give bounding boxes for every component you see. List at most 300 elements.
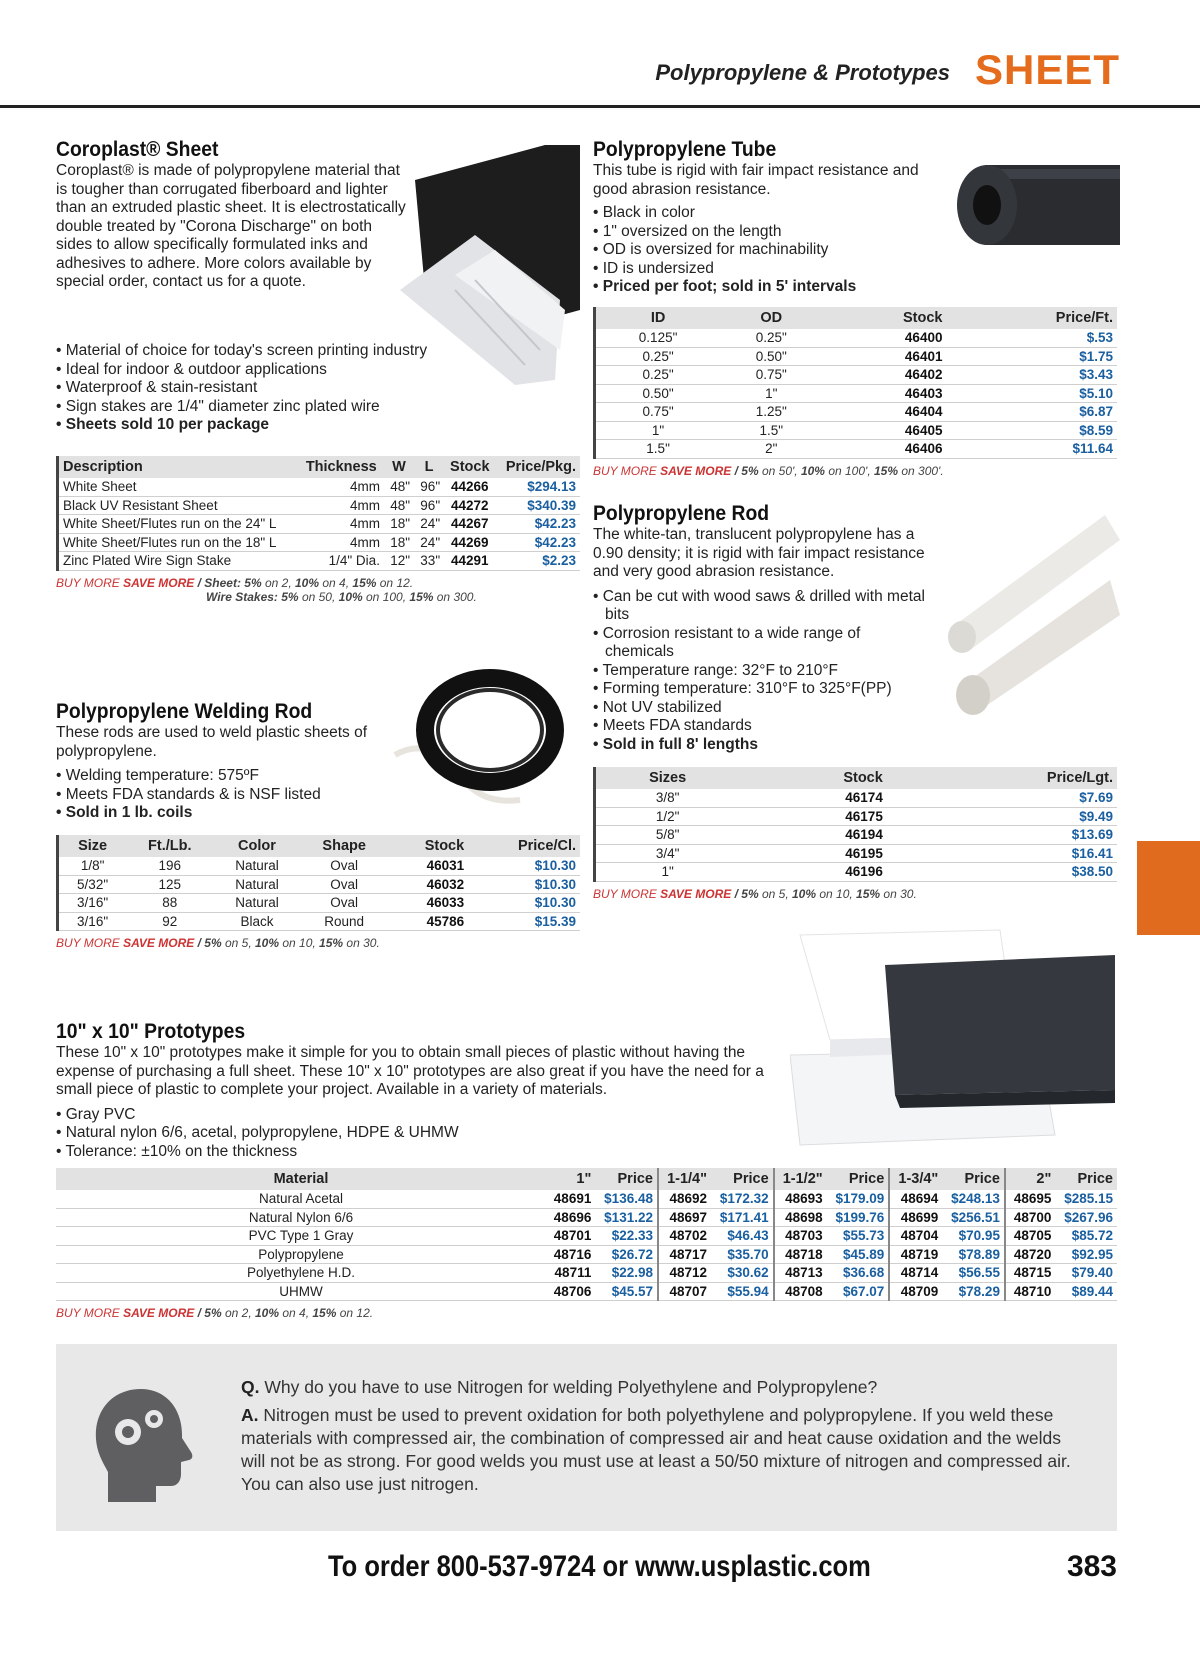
column-header: 1-3/4" bbox=[889, 1168, 942, 1190]
list-item: • Temperature range: 32°F to 210°F bbox=[593, 662, 928, 681]
table-row bbox=[56, 1190, 1117, 1208]
discount-label-bold: SAVE MORE bbox=[660, 886, 732, 901]
table-header bbox=[595, 767, 1118, 789]
table-cell: Natural Acetal bbox=[56, 1190, 546, 1208]
table-cell: $79.40 bbox=[1055, 1264, 1117, 1283]
column-header: L bbox=[414, 456, 444, 478]
table-cell: 12" bbox=[384, 552, 414, 571]
table-header bbox=[595, 307, 1118, 329]
discount-tier: / 5% bbox=[734, 463, 759, 478]
table-cell: 48716 bbox=[546, 1245, 595, 1264]
table-cell: 48712 bbox=[658, 1264, 711, 1283]
prototypes-description: These 10" x 10" prototypes make it simple for you to obtain small pieces of plastic without having the expense of purchasing a full sheet. These 10" x 10" prototypes are also great if you have the need for a small piece of plastic to complete your project. Available in a variety of materials. bbox=[56, 1044, 764, 1098]
discount-text: on 10, bbox=[816, 886, 857, 901]
table-row bbox=[56, 1264, 1117, 1283]
column-header: 2" bbox=[1005, 1168, 1055, 1190]
table-row bbox=[595, 366, 1118, 385]
tube-title: Polypropylene Tube bbox=[593, 138, 777, 161]
table-cell: 1.5" bbox=[595, 440, 721, 459]
table-cell: 46194 bbox=[739, 826, 887, 845]
table-cell: 44266 bbox=[444, 478, 495, 496]
table-cell: Round bbox=[301, 912, 388, 931]
table-row bbox=[595, 789, 1118, 807]
discount-text: on 4, bbox=[279, 1306, 313, 1320]
column-header: 1-1/2" bbox=[774, 1168, 827, 1190]
tube-discount bbox=[593, 464, 1117, 478]
welding-bullets bbox=[56, 767, 386, 823]
table-cell: 1.25" bbox=[720, 403, 822, 422]
table-cell: 48717 bbox=[658, 1245, 711, 1264]
table-cell: 5/32" bbox=[58, 875, 127, 894]
table-row bbox=[595, 826, 1118, 845]
table-cell: 44272 bbox=[444, 496, 495, 515]
tube-table-wrap bbox=[593, 307, 1117, 478]
table-cell: 46402 bbox=[822, 366, 946, 385]
table-cell: 1" bbox=[595, 863, 740, 882]
table-cell: 4mm bbox=[299, 515, 384, 534]
column-header: Size bbox=[58, 835, 127, 857]
table-cell: UHMW bbox=[56, 1282, 546, 1301]
welding-section bbox=[56, 700, 386, 823]
table-cell: 48" bbox=[384, 478, 414, 496]
question-label: Q. bbox=[241, 1377, 260, 1397]
table-cell: Natural bbox=[213, 894, 300, 913]
head-gears-icon bbox=[86, 1384, 196, 1504]
page-number: 383 bbox=[1066, 1550, 1117, 1583]
discount-text: on 30. bbox=[880, 886, 917, 901]
table-cell: $26.72 bbox=[595, 1245, 658, 1264]
table-cell: 48694 bbox=[889, 1190, 942, 1208]
list-item: • Meets FDA standards bbox=[593, 717, 928, 736]
column-header: 1-1/4" bbox=[658, 1168, 711, 1190]
column-header: Price/Lgt. bbox=[887, 767, 1117, 789]
table-cell: 48696 bbox=[546, 1208, 595, 1227]
table-row bbox=[595, 384, 1118, 403]
table-row bbox=[595, 403, 1118, 422]
discount-text: on 4, bbox=[319, 575, 353, 590]
table-cell: $56.55 bbox=[942, 1264, 1005, 1283]
table-cell: $45.57 bbox=[595, 1282, 658, 1301]
table-cell: 44291 bbox=[444, 552, 495, 571]
column-header: Thickness bbox=[299, 456, 384, 478]
table-cell: Natural Nylon 6/6 bbox=[56, 1208, 546, 1227]
table-cell: 96" bbox=[414, 478, 444, 496]
discount-text: on 50', bbox=[758, 463, 801, 478]
column-header: 1" bbox=[546, 1168, 595, 1190]
table-cell: $85.72 bbox=[1055, 1227, 1117, 1246]
table-cell: 92 bbox=[126, 912, 213, 931]
column-header: Price bbox=[595, 1168, 658, 1190]
discount-label: BUY MORE bbox=[56, 1306, 120, 1320]
table-cell: 0.75" bbox=[720, 366, 822, 385]
table-row bbox=[56, 1208, 1117, 1227]
table-cell: 48" bbox=[384, 496, 414, 515]
discount-label: BUY MORE bbox=[56, 575, 120, 590]
table-cell: White Sheet/Flutes run on the 24" L bbox=[58, 515, 299, 534]
table-cell: $248.13 bbox=[942, 1190, 1005, 1208]
column-header: Stock bbox=[822, 307, 946, 329]
table-cell: 0.25" bbox=[720, 329, 822, 347]
discount-text: on 300'. bbox=[898, 463, 944, 478]
table-cell: $55.94 bbox=[711, 1282, 774, 1301]
table-cell: 48715 bbox=[1005, 1264, 1055, 1283]
discount-label-bold: SAVE MORE bbox=[123, 1306, 195, 1320]
column-header: ID bbox=[595, 307, 721, 329]
list-item: • Black in color bbox=[593, 204, 948, 223]
faq-box bbox=[56, 1344, 1117, 1531]
side-tab bbox=[1137, 841, 1200, 935]
discount-label: BUY MORE bbox=[593, 886, 657, 901]
list-item: • 1" oversized on the length bbox=[593, 223, 948, 242]
welding-title: Polypropylene Welding Rod bbox=[56, 700, 313, 723]
table-cell: $55.73 bbox=[827, 1227, 890, 1246]
table-cell: $6.87 bbox=[946, 403, 1117, 422]
table-cell: $10.30 bbox=[468, 894, 580, 913]
column-header: Price bbox=[827, 1168, 890, 1190]
table-cell: 48710 bbox=[1005, 1282, 1055, 1301]
table-cell: $267.96 bbox=[1055, 1208, 1117, 1227]
discount-tier: 15% bbox=[352, 575, 377, 590]
welding-coil-image bbox=[390, 665, 565, 815]
table-cell: $78.29 bbox=[942, 1282, 1005, 1301]
table-cell: 1" bbox=[595, 421, 721, 440]
column-header: Price bbox=[1055, 1168, 1117, 1190]
table-cell: 48720 bbox=[1005, 1245, 1055, 1264]
table-cell: $30.62 bbox=[711, 1264, 774, 1283]
discount-label-bold: SAVE MORE bbox=[123, 575, 195, 590]
discount-tier: Wire Stakes: 5% bbox=[206, 589, 299, 604]
table-cell: 45786 bbox=[388, 912, 468, 931]
table-cell: 48695 bbox=[1005, 1190, 1055, 1208]
tube-section bbox=[593, 138, 948, 297]
table-cell: $2.23 bbox=[495, 552, 580, 571]
table-row bbox=[595, 807, 1118, 826]
table-cell: $10.30 bbox=[468, 857, 580, 875]
list-item: • Sheets sold 10 per package bbox=[56, 416, 576, 435]
prototypes-section bbox=[56, 1020, 771, 1161]
table-cell: 0.75" bbox=[595, 403, 721, 422]
header-divider bbox=[0, 105, 1200, 108]
table-cell: 48693 bbox=[774, 1190, 827, 1208]
table-cell: $171.41 bbox=[711, 1208, 774, 1227]
discount-tier: 15% bbox=[873, 463, 899, 478]
table-cell: $131.22 bbox=[595, 1208, 658, 1227]
discount-text: on 2, bbox=[221, 1306, 255, 1320]
table-cell: $42.23 bbox=[495, 533, 580, 552]
table-cell: 0.50" bbox=[595, 384, 721, 403]
table-cell: $89.44 bbox=[1055, 1282, 1117, 1301]
list-item: • Tolerance: ±10% on the thickness bbox=[56, 1143, 771, 1162]
table-cell: $9.49 bbox=[887, 807, 1117, 826]
table-cell: 48706 bbox=[546, 1282, 595, 1301]
list-item: • Not UV stabilized bbox=[593, 699, 928, 718]
table-cell: 48691 bbox=[546, 1190, 595, 1208]
table-cell: 48700 bbox=[1005, 1208, 1055, 1227]
table-cell: 4mm bbox=[299, 533, 384, 552]
table-cell: 3/8" bbox=[595, 789, 740, 807]
list-item: • Sold in full 8' lengths bbox=[593, 736, 928, 755]
discount-label-bold: SAVE MORE bbox=[660, 463, 732, 478]
table-header bbox=[58, 456, 581, 478]
table-header bbox=[56, 1168, 1117, 1190]
table-cell: 46405 bbox=[822, 421, 946, 440]
table-cell: $22.33 bbox=[595, 1227, 658, 1246]
welding-discount bbox=[56, 936, 580, 950]
tube-table bbox=[593, 307, 1117, 459]
table-row bbox=[595, 329, 1118, 347]
table-cell: 46403 bbox=[822, 384, 946, 403]
discount-tier: 10% bbox=[254, 936, 280, 950]
table-cell: 33" bbox=[414, 552, 444, 571]
table-cell: $11.64 bbox=[946, 440, 1117, 459]
prototypes-image bbox=[790, 925, 1120, 1150]
discount-text: on 30. bbox=[343, 936, 380, 950]
table-cell: 0.25" bbox=[595, 366, 721, 385]
table-cell: 46175 bbox=[739, 807, 887, 826]
column-header: Ft./Lb. bbox=[126, 835, 213, 857]
table-cell: $179.09 bbox=[827, 1190, 890, 1208]
list-item: • Can be cut with wood saws & drilled with metal bits bbox=[593, 588, 928, 625]
discount-text: on 5, bbox=[221, 936, 255, 950]
table-row bbox=[58, 478, 581, 496]
column-header: Price/Ft. bbox=[946, 307, 1117, 329]
table-cell: 48707 bbox=[658, 1282, 711, 1301]
column-header: Stock bbox=[444, 456, 495, 478]
table-cell: Polyethylene H.D. bbox=[56, 1264, 546, 1283]
table-cell: 18" bbox=[384, 533, 414, 552]
table-cell: Black bbox=[213, 912, 300, 931]
table-row bbox=[595, 844, 1118, 863]
table-cell: 48709 bbox=[889, 1282, 942, 1301]
column-header: Color bbox=[213, 835, 300, 857]
table-cell: 44267 bbox=[444, 515, 495, 534]
table-cell: Polypropylene bbox=[56, 1245, 546, 1264]
discount-tier: 15% bbox=[312, 1306, 337, 1320]
coroplast-description: Coroplast® is made of polypropylene material that is tougher than corrugated fiberboard and lighter than an extruded plastic sheet. It is electrostatically double treated by "Corona Discharge" on both sides to allow specifically formulated inks and adhesives to adhere. More colors available by special order, contact us for a quote. bbox=[56, 162, 406, 290]
table-cell: 24" bbox=[414, 515, 444, 534]
coroplast-discount-stakes bbox=[56, 590, 580, 604]
discount-tier: 15% bbox=[409, 589, 434, 604]
list-item: • Ideal for indoor & outdoor applications bbox=[56, 361, 576, 380]
table-cell: Oval bbox=[301, 857, 388, 875]
table-cell: Oval bbox=[301, 875, 388, 894]
discount-text: on 2, bbox=[261, 575, 295, 590]
table-cell: $92.95 bbox=[1055, 1245, 1117, 1264]
table-row bbox=[595, 440, 1118, 459]
welding-table-wrap bbox=[56, 835, 580, 950]
table-cell: Black UV Resistant Sheet bbox=[58, 496, 299, 515]
column-header: Sizes bbox=[595, 767, 740, 789]
table-cell: $199.76 bbox=[827, 1208, 890, 1227]
discount-tier: / 5% bbox=[197, 936, 222, 950]
discount-tier: / 5% bbox=[734, 886, 759, 901]
column-header: Shape bbox=[301, 835, 388, 857]
table-cell: $5.10 bbox=[946, 384, 1117, 403]
table-row bbox=[595, 863, 1118, 882]
column-header: OD bbox=[720, 307, 822, 329]
table-cell: 46401 bbox=[822, 347, 946, 366]
welding-table bbox=[56, 835, 580, 931]
discount-text: on 50, bbox=[298, 589, 339, 604]
rod-discount bbox=[593, 887, 1117, 901]
discount-text: on 10, bbox=[279, 936, 320, 950]
column-header: Price bbox=[711, 1168, 774, 1190]
table-cell: $42.23 bbox=[495, 515, 580, 534]
section-title: Polypropylene & Prototypes bbox=[655, 60, 950, 85]
table-cell: $38.50 bbox=[887, 863, 1117, 882]
table-cell: 46032 bbox=[388, 875, 468, 894]
table-cell: 4mm bbox=[299, 478, 384, 496]
column-header: Price/Pkg. bbox=[495, 456, 580, 478]
table-cell: 1/8" bbox=[58, 857, 127, 875]
table-cell: 46406 bbox=[822, 440, 946, 459]
discount-text: on 100', bbox=[824, 463, 874, 478]
table-cell: 0.50" bbox=[720, 347, 822, 366]
discount-tier: 15% bbox=[319, 936, 344, 950]
coroplast-title: Coroplast® Sheet bbox=[56, 138, 219, 161]
discount-label: BUY MORE bbox=[593, 463, 657, 478]
table-cell: $22.98 bbox=[595, 1264, 658, 1283]
table-header bbox=[58, 835, 581, 857]
table-cell: 46195 bbox=[739, 844, 887, 863]
table-cell: $46.43 bbox=[711, 1227, 774, 1246]
column-header: Price bbox=[942, 1168, 1005, 1190]
table-cell: $340.39 bbox=[495, 496, 580, 515]
table-cell: 48708 bbox=[774, 1282, 827, 1301]
table-cell: 48698 bbox=[774, 1208, 827, 1227]
discount-tier: 10% bbox=[338, 589, 363, 604]
table-cell: 196 bbox=[126, 857, 213, 875]
rod-section bbox=[593, 502, 928, 754]
list-item: • Forming temperature: 310°F to 325°F(PP) bbox=[593, 680, 928, 699]
discount-text: on 12. bbox=[376, 575, 414, 590]
table-cell: 48701 bbox=[546, 1227, 595, 1246]
table-cell: $172.32 bbox=[711, 1190, 774, 1208]
table-cell: $3.43 bbox=[946, 366, 1117, 385]
rod-table bbox=[593, 767, 1117, 882]
table-cell: 48713 bbox=[774, 1264, 827, 1283]
answer-text: Nitrogen must be used to prevent oxidation for both polyethylene and polypropylene. If you weld these materials with compressed air, the combination of compressed air and heat cause oxidation and the welds will not be as strong. For good welds you must use at least a 50/50 mixture of nitrogen and compressed air. You can also use just nitrogen. bbox=[241, 1405, 1071, 1494]
rod-title: Polypropylene Rod bbox=[593, 502, 770, 525]
table-cell: $67.07 bbox=[827, 1282, 890, 1301]
table-row bbox=[58, 552, 581, 571]
table-cell: $1.75 bbox=[946, 347, 1117, 366]
table-row bbox=[58, 912, 581, 931]
list-item: • Sign stakes are 1/4" diameter zinc plated wire bbox=[56, 398, 576, 417]
list-item: • OD is oversized for machinability bbox=[593, 241, 948, 260]
table-cell: White Sheet bbox=[58, 478, 299, 496]
column-header: Description bbox=[58, 456, 299, 478]
list-item: • Material of choice for today's screen printing industry bbox=[56, 342, 576, 361]
table-cell: $13.69 bbox=[887, 826, 1117, 845]
table-cell: 48704 bbox=[889, 1227, 942, 1246]
discount-tier: / Sheet: 5% bbox=[197, 575, 262, 590]
tube-image bbox=[955, 155, 1120, 255]
list-item: • Corrosion resistant to a wide range of chemicals bbox=[593, 625, 928, 662]
column-header: Stock bbox=[388, 835, 468, 857]
table-row bbox=[595, 347, 1118, 366]
table-cell: 46174 bbox=[739, 789, 887, 807]
discount-label: BUY MORE bbox=[56, 936, 120, 950]
list-item: • Meets FDA standards & is NSF listed bbox=[56, 786, 386, 805]
table-cell: 88 bbox=[126, 894, 213, 913]
table-cell: 48719 bbox=[889, 1245, 942, 1264]
table-row bbox=[58, 515, 581, 534]
table-cell: 125 bbox=[126, 875, 213, 894]
prototypes-table bbox=[56, 1168, 1117, 1301]
coroplast-table bbox=[56, 456, 580, 571]
table-cell: 48703 bbox=[774, 1227, 827, 1246]
answer-label: A. bbox=[241, 1405, 259, 1425]
table-cell: $35.70 bbox=[711, 1245, 774, 1264]
discount-label-bold: SAVE MORE bbox=[123, 936, 195, 950]
table-cell: 5/8" bbox=[595, 826, 740, 845]
discount-tier: 10% bbox=[254, 1306, 280, 1320]
list-item: • Priced per foot; sold in 5' intervals bbox=[593, 278, 948, 297]
table-cell: Zinc Plated Wire Sign Stake bbox=[58, 552, 299, 571]
question-text: Why do you have to use Nitrogen for welding Polyethylene and Polypropylene? bbox=[264, 1377, 878, 1397]
table-row bbox=[595, 421, 1118, 440]
table-cell: $294.13 bbox=[495, 478, 580, 496]
table-row bbox=[58, 496, 581, 515]
table-cell: 1.5" bbox=[720, 421, 822, 440]
table-cell: 48711 bbox=[546, 1264, 595, 1283]
table-cell: $78.89 bbox=[942, 1245, 1005, 1264]
table-cell: 96" bbox=[414, 496, 444, 515]
table-cell: 3/16" bbox=[58, 894, 127, 913]
rod-bullets bbox=[593, 588, 928, 755]
column-header: Price/Cl. bbox=[468, 835, 580, 857]
table-cell: 2" bbox=[720, 440, 822, 459]
table-cell: 1/2" bbox=[595, 807, 740, 826]
faq-question bbox=[241, 1376, 1071, 1399]
discount-tier: / 5% bbox=[197, 1306, 222, 1320]
list-item: • Welding temperature: 575ºF bbox=[56, 767, 386, 786]
table-cell: 3/4" bbox=[595, 844, 740, 863]
table-cell: Natural bbox=[213, 875, 300, 894]
table-cell: 46196 bbox=[739, 863, 887, 882]
faq-answer bbox=[241, 1404, 1071, 1496]
order-footer: To order 800-537-9724 or www.usplastic.com bbox=[328, 1550, 871, 1583]
table-row bbox=[56, 1245, 1117, 1264]
list-item: • Waterproof & stain-resistant bbox=[56, 379, 576, 398]
table-cell: $36.68 bbox=[827, 1264, 890, 1283]
table-cell: 4mm bbox=[299, 496, 384, 515]
discount-text: on 5, bbox=[758, 886, 792, 901]
rod-description: The white-tan, translucent polypropylene has a 0.90 density; it is rigid with fair impact resistance and very good abrasion resistance. bbox=[593, 526, 925, 580]
prototypes-table-wrap bbox=[56, 1168, 1117, 1320]
table-cell: $256.51 bbox=[942, 1208, 1005, 1227]
discount-text: on 300. bbox=[433, 589, 477, 604]
coroplast-discount bbox=[56, 576, 580, 590]
table-cell: $15.39 bbox=[468, 912, 580, 931]
coroplast-section bbox=[56, 138, 411, 292]
table-row bbox=[58, 875, 581, 894]
table-cell: 0.25" bbox=[595, 347, 721, 366]
list-item: • Gray PVC bbox=[56, 1106, 771, 1125]
welding-description: These rods are used to weld plastic sheets of polypropylene. bbox=[56, 724, 368, 760]
table-cell: 3/16" bbox=[58, 912, 127, 931]
table-cell: $70.95 bbox=[942, 1227, 1005, 1246]
rod-table-wrap bbox=[593, 767, 1117, 901]
table-cell: 0.125" bbox=[595, 329, 721, 347]
coroplast-sheet-image bbox=[395, 140, 580, 385]
table-cell: 1/4" Dia. bbox=[299, 552, 384, 571]
tube-description: This tube is rigid with fair impact resistance and good abrasion resistance. bbox=[593, 162, 919, 198]
table-cell: $285.15 bbox=[1055, 1190, 1117, 1208]
table-cell: PVC Type 1 Gray bbox=[56, 1227, 546, 1246]
table-cell: 46404 bbox=[822, 403, 946, 422]
